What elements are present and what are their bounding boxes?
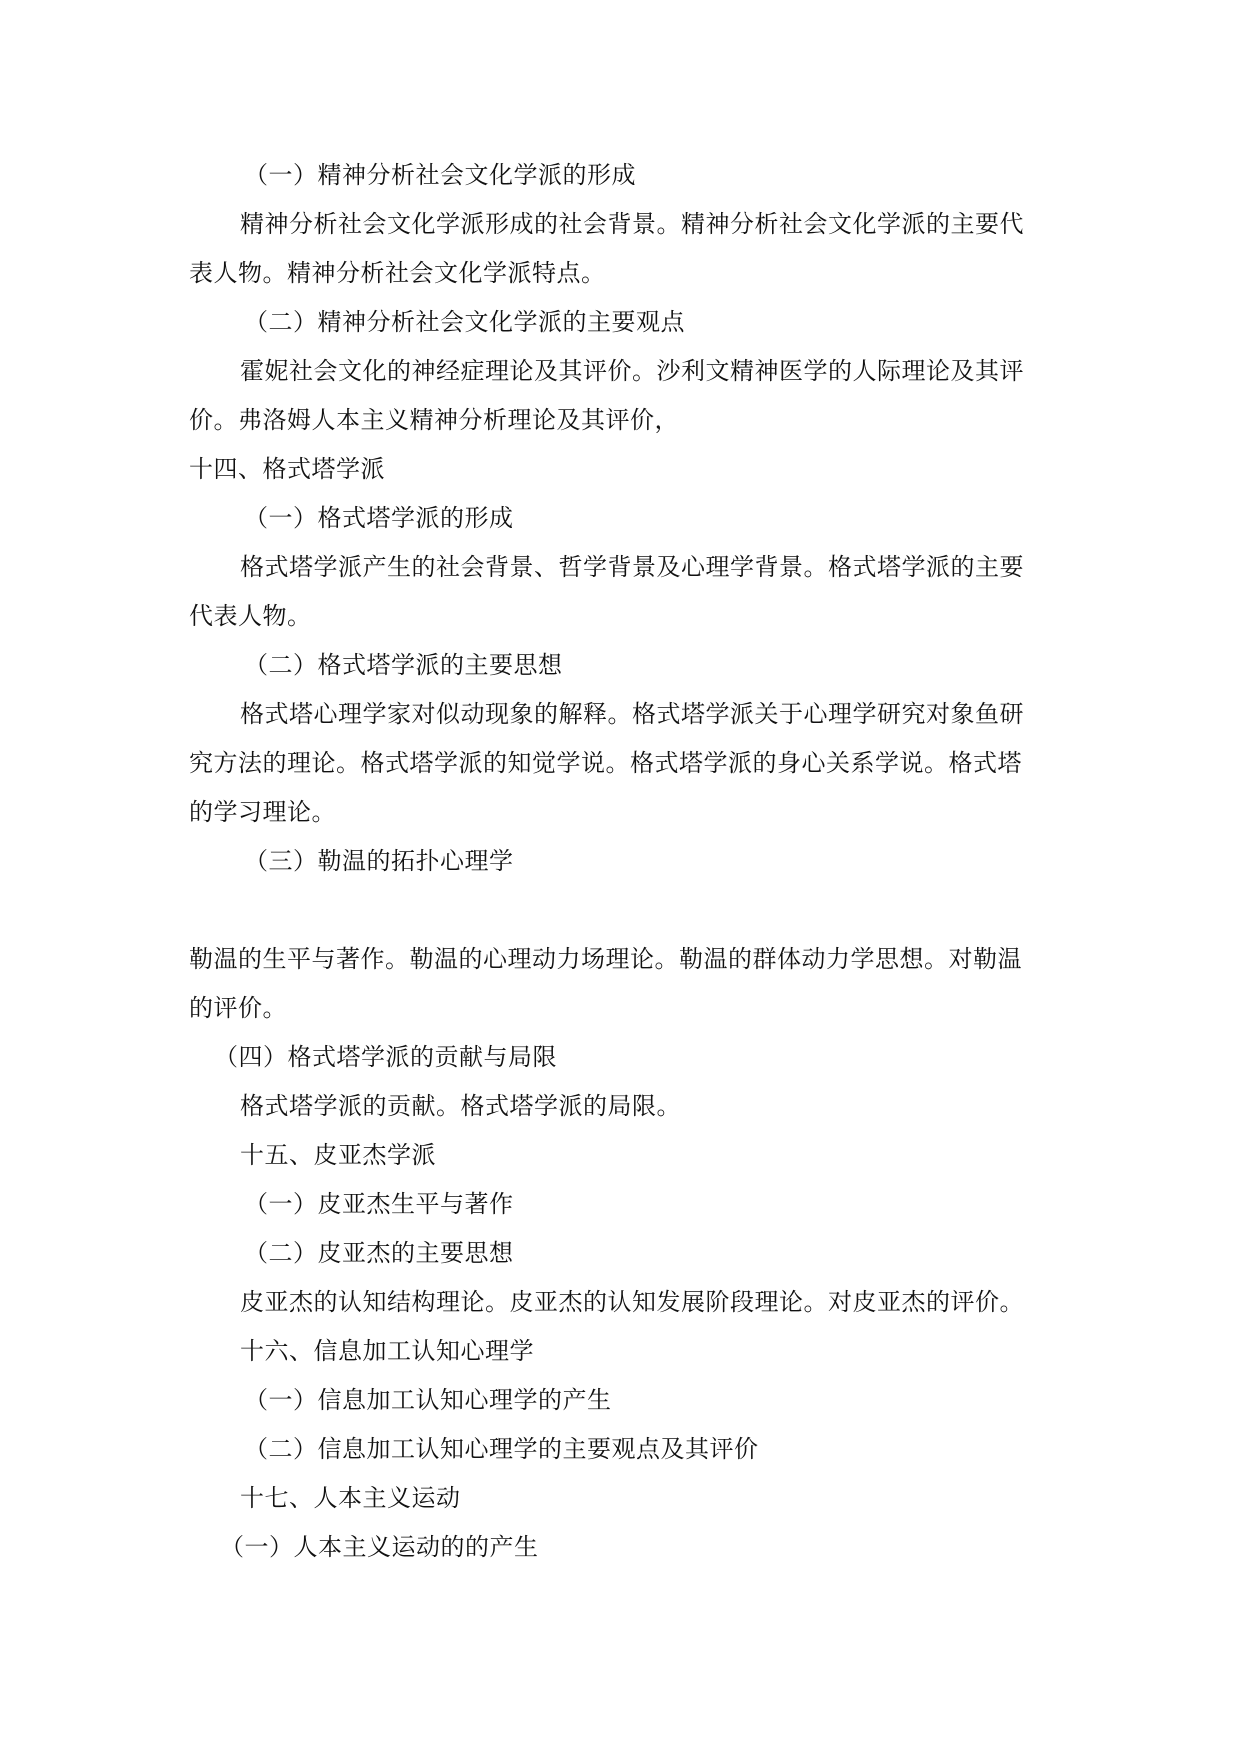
paragraph-line: 精神分析社会文化学派形成的社会背景。精神分析社会文化学派的主要代 [240,210,1024,238]
subheading-cognitive-views: （二）信息加工认知心理学的主要观点及其评价 [244,1435,759,1463]
section-heading-gestalt: 十四、格式塔学派 [189,455,385,483]
paragraph-line: 价。弗洛姆人本主义精神分析理论及其评价， [189,406,679,434]
section-heading-cognitive: 十六、信息加工认知心理学 [240,1337,534,1365]
subheading-piaget-biography: （一）皮亚杰生平与著作 [244,1190,514,1218]
subheading-psychoanalytic-views: （二）精神分析社会文化学派的主要观点 [244,308,685,336]
subheading-cognitive-origin: （一）信息加工认知心理学的产生 [244,1386,612,1414]
paragraph-line: 格式塔学派产生的社会背景、哲学背景及心理学背景。格式塔学派的主要 [240,553,1024,581]
subheading-lewin-topology: （三）勒温的拓扑心理学 [244,847,514,875]
section-heading-piaget: 十五、皮亚杰学派 [240,1141,436,1169]
paragraph-line: 的评价。 [189,994,287,1022]
paragraph-line: 勒温的生平与著作。勒温的心理动力场理论。勒温的群体动力学思想。对勒温 [189,945,1022,973]
subheading-gestalt-contribution: （四）格式塔学派的贡献与局限 [214,1043,557,1071]
paragraph-line: 霍妮社会文化的神经症理论及其评价。沙利文精神医学的人际理论及其评 [240,357,1024,385]
paragraph-line: 皮亚杰的认知结构理论。皮亚杰的认知发展阶段理论。对皮亚杰的评价。 [240,1288,1024,1316]
paragraph-line: 的学习理论。 [189,798,336,826]
subheading-piaget-thought: （二）皮亚杰的主要思想 [244,1239,514,1267]
paragraph-line: 究方法的理论。格式塔学派的知觉学说。格式塔学派的身心关系学说。格式塔 [189,749,1022,777]
paragraph-line: 表人物。精神分析社会文化学派特点。 [189,259,606,287]
section-heading-humanism: 十七、人本主义运动 [240,1484,461,1512]
paragraph-line: 格式塔学派的贡献。格式塔学派的局限。 [240,1092,681,1120]
subheading-psychoanalytic-formation: （一）精神分析社会文化学派的形成 [244,161,636,189]
paragraph-line: 代表人物。 [189,602,312,630]
subheading-gestalt-formation: （一）格式塔学派的形成 [244,504,514,532]
paragraph-line: 格式塔心理学家对似动现象的解释。格式塔学派关于心理学研究对象鱼研 [240,700,1024,728]
subheading-gestalt-thought: （二）格式塔学派的主要思想 [244,651,563,679]
subheading-humanism-origin: （一）人本主义运动的的产生 [220,1533,539,1561]
